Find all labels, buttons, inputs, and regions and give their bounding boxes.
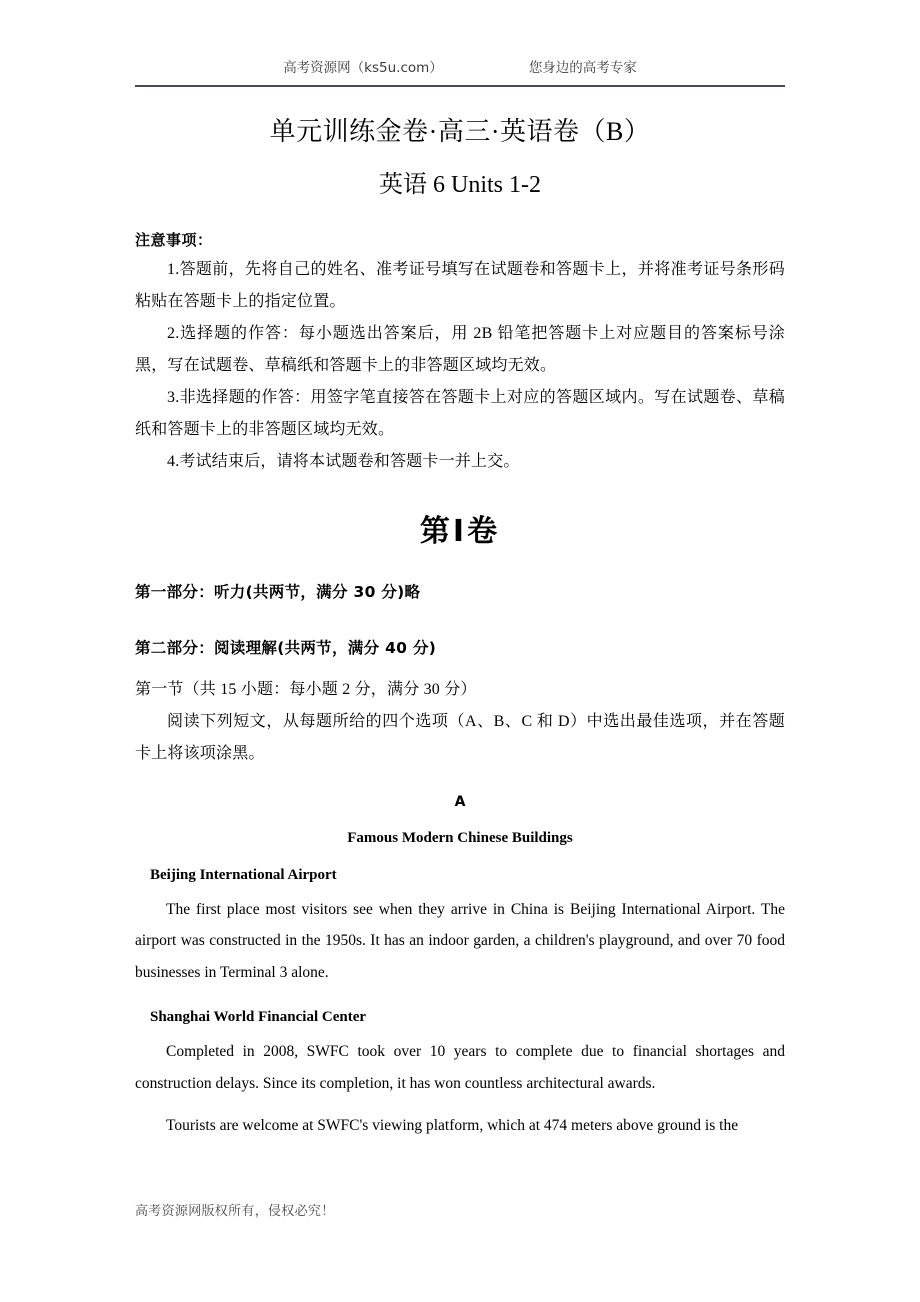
notice-item-3: 3.非选择题的作答：用签字笔直接答在答题卡上对应的答题区域内。写在试题卷、草稿纸和答题卡上的非答题区域均无效。 xyxy=(135,388,785,438)
section-one-instruction: 阅读下列短文，从每题所给的四个选项（A、B、C 和 D）中选出最佳选项，并在答题卡上将该项涂黑。 xyxy=(135,712,785,762)
notice-item-1: 1.答题前，先将自己的姓名、准考证号填写在试题卷和答题卡上，并将准考证号条形码粘贴在答题卡上的指定位置。 xyxy=(135,260,785,310)
page-subtitle: 英语 6 Units 1-2 xyxy=(379,172,541,199)
notice-item-2: 2.选择题的作答：每小题选出答案后，用 2B 铅笔把答题卡上对应题目的答案标号涂黑，写在试题卷、草稿纸和答题卡上的非答题区域均无效。 xyxy=(135,324,785,374)
notice-label: 注意事项： xyxy=(135,230,213,249)
notice-item-4: 4.考试结束后，请将本试题卷和答题卡一并上交。 xyxy=(167,452,520,470)
running-header xyxy=(135,56,785,86)
footer-copyright: 高考资源网版权所有，侵权必究！ xyxy=(135,1204,335,1219)
header-divider xyxy=(135,85,785,87)
passage-subheading-airport: Beijing International Airport xyxy=(150,866,337,883)
header-site-name: 高考资源网（ks5u.com） xyxy=(283,60,443,76)
passage-letter: A xyxy=(454,793,466,810)
passage-title: Famous Modern Chinese Buildings xyxy=(347,829,573,846)
document-content xyxy=(135,104,785,1141)
part-one-heading: 第一部分：听力(共两节，满分 30 分)略 xyxy=(135,582,421,601)
passage-paragraph-swfc: Completed in 2008, SWFC took over 10 years to complete due to financial shortages and construction delays. Since its completion, it has won countless architectural awards. xyxy=(135,1042,785,1092)
section-one-heading: 第一节（共 15 小题：每小题 2 分，满分 30 分） xyxy=(135,680,477,698)
passage-subheading-swfc: Shanghai World Financial Center xyxy=(150,1008,367,1025)
passage-paragraph-airport: The first place most visitors see when they arrive in China is Beijing International Airport. The airport was constructed in the 1950s. It has an indoor garden, a children's playground, and over 70 food businesses in Terminal 3 alone. xyxy=(135,900,785,982)
paper-section-heading: 第Ⅰ卷 xyxy=(419,513,501,549)
page-title: 单元训练金卷·高三·英语卷（B） xyxy=(269,117,651,146)
part-two-heading: 第二部分：阅读理解(共两节，满分 40 分) xyxy=(135,638,437,657)
header-slogan: 您身边的高考专家 xyxy=(528,60,637,76)
passage-paragraph-continuation: Tourists are welcome at SWFC's viewing platform, which at 474 meters above ground is the xyxy=(166,1116,739,1134)
